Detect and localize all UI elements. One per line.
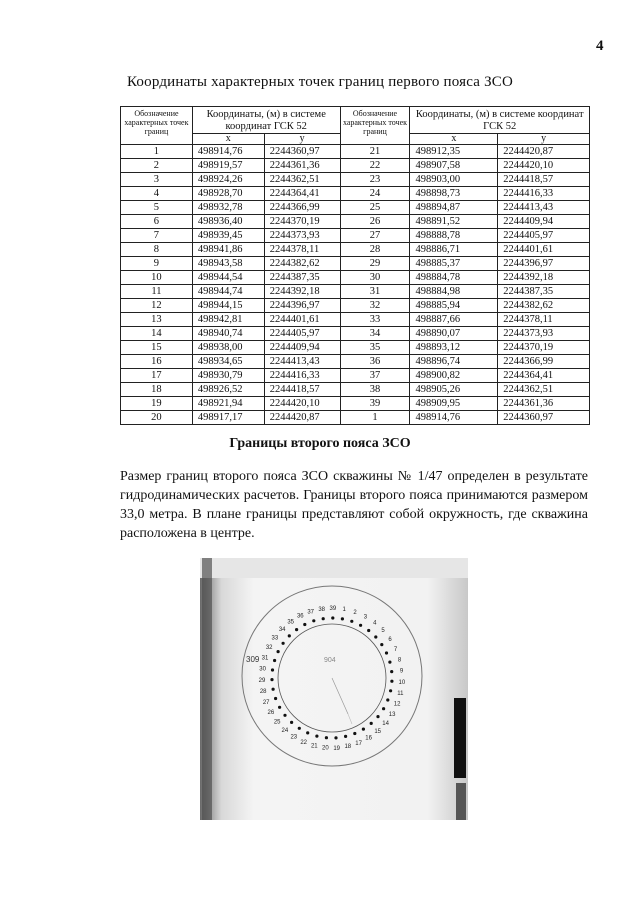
cell-y-right: 2244405,97 <box>498 229 590 243</box>
table-row <box>121 173 590 187</box>
table-row <box>121 285 590 299</box>
cell-point-left: 16 <box>121 355 193 369</box>
boundary-point-dot <box>271 668 274 671</box>
header-coords-left: Координаты, (м) в системе координат ГСК 52 <box>192 107 340 134</box>
boundary-point-dot <box>282 642 285 645</box>
cell-y-left: 2244360,97 <box>264 145 340 159</box>
cell-point-right: 26 <box>340 215 410 229</box>
cell-y-left: 2244364,41 <box>264 187 340 201</box>
cell-x-right: 498900,82 <box>410 369 498 383</box>
boundary-point-dot <box>362 728 365 731</box>
cell-x-left: 498941,86 <box>192 243 264 257</box>
boundary-point-label: 14 <box>382 721 389 727</box>
cell-x-right: 498890,07 <box>410 327 498 341</box>
cell-point-right: 34 <box>340 327 410 341</box>
cell-x-right: 498909,95 <box>410 397 498 411</box>
cell-point-left: 15 <box>121 341 193 355</box>
boundary-point-label: 34 <box>278 626 286 633</box>
cell-point-right: 21 <box>340 145 410 159</box>
boundary-point-label: 27 <box>262 699 270 706</box>
cell-point-right: 28 <box>340 243 410 257</box>
boundary-point-label: 5 <box>381 628 385 635</box>
boundary-point-label: 4 <box>373 620 377 627</box>
cell-x-right: 498891,52 <box>410 215 498 229</box>
boundary-point-dot <box>295 628 298 631</box>
boundary-point-dot <box>386 698 389 701</box>
header-point-left: Обозначение характерных точек границ <box>121 107 193 145</box>
side-label: 309 <box>246 655 260 664</box>
boundary-point-label: 12 <box>393 701 401 708</box>
cell-x-right: 498893,12 <box>410 341 498 355</box>
page-number: 4 <box>596 38 604 54</box>
cell-x-left: 498921,94 <box>192 397 264 411</box>
zone-circle-diagram <box>200 558 468 820</box>
table-row <box>121 229 590 243</box>
cell-x-right: 498888,78 <box>410 229 498 243</box>
cell-x-right: 498885,94 <box>410 299 498 313</box>
cell-x-right: 498886,71 <box>410 243 498 257</box>
boundary-point-dot <box>290 721 293 724</box>
cell-y-right: 2244416,33 <box>498 187 590 201</box>
cell-y-left: 2244420,87 <box>264 411 340 425</box>
table-row <box>121 243 590 257</box>
boundary-point-dot <box>359 624 362 627</box>
cell-x-left: 498936,40 <box>192 215 264 229</box>
cell-y-right: 2244401,61 <box>498 243 590 257</box>
cell-y-left: 2244370,19 <box>264 215 340 229</box>
table-row <box>121 159 590 173</box>
cell-y-right: 2244361,36 <box>498 397 590 411</box>
cell-x-left: 498942,81 <box>192 313 264 327</box>
cell-point-right: 33 <box>340 313 410 327</box>
photo-right-dark-mark <box>454 698 466 778</box>
cell-point-left: 7 <box>121 229 193 243</box>
cell-x-left: 498914,76 <box>192 145 264 159</box>
boundary-point-label: 8 <box>397 657 402 664</box>
cell-y-right: 2244409,94 <box>498 215 590 229</box>
cell-x-left: 498926,52 <box>192 383 264 397</box>
boundary-point-dot <box>367 629 370 632</box>
cell-y-right: 2244360,97 <box>498 411 590 425</box>
boundary-point-label: 11 <box>397 690 404 697</box>
boundary-point-label: 16 <box>365 735 372 742</box>
cell-point-right: 38 <box>340 383 410 397</box>
cell-point-left: 6 <box>121 215 193 229</box>
cell-point-right: 25 <box>340 201 410 215</box>
cell-point-right: 23 <box>340 173 410 187</box>
boundary-point-dot <box>390 680 393 683</box>
boundary-point-dot <box>374 635 377 638</box>
cell-point-left: 5 <box>121 201 193 215</box>
boundary-point-label: 36 <box>296 613 304 620</box>
boundary-point-dot <box>270 678 273 681</box>
cell-y-left: 2244396,97 <box>264 299 340 313</box>
boundary-point-dot <box>341 617 344 620</box>
boundary-point-dot <box>322 617 325 620</box>
header-y-right: у <box>498 134 590 145</box>
cell-y-right: 2244378,11 <box>498 313 590 327</box>
cell-x-left: 498928,70 <box>192 187 264 201</box>
cell-point-right: 31 <box>340 285 410 299</box>
cell-point-right: 37 <box>340 369 410 383</box>
boundary-point-label: 7 <box>393 646 398 653</box>
center-label: 904 <box>324 657 336 664</box>
header-x-left: х <box>192 134 264 145</box>
boundary-point-label: 17 <box>355 740 362 747</box>
coordinates-table <box>120 106 590 425</box>
header-x-right: х <box>410 134 498 145</box>
cell-point-left: 18 <box>121 383 193 397</box>
cell-x-left: 498919,57 <box>192 159 264 173</box>
boundary-point-label: 37 <box>307 609 315 616</box>
cell-y-left: 2244378,11 <box>264 243 340 257</box>
table-row <box>121 397 590 411</box>
cell-y-right: 2244382,62 <box>498 299 590 313</box>
cell-y-left: 2244405,97 <box>264 327 340 341</box>
table-title: Координаты характерных точек границ первого пояса ЗСО <box>126 74 514 90</box>
cell-x-left: 498917,17 <box>192 411 264 425</box>
cell-y-right: 2244373,93 <box>498 327 590 341</box>
cell-y-left: 2244401,61 <box>264 313 340 327</box>
boundary-point-label: 30 <box>259 666 266 673</box>
cell-point-right: 1 <box>340 411 410 425</box>
cell-y-right: 2244418,57 <box>498 173 590 187</box>
boundary-point-label: 15 <box>374 729 382 735</box>
cell-x-left: 498944,15 <box>192 299 264 313</box>
cell-x-right: 498898,73 <box>410 187 498 201</box>
table-row <box>121 145 590 159</box>
boundary-point-dot <box>273 659 276 662</box>
cell-point-left: 19 <box>121 397 193 411</box>
cell-point-left: 4 <box>121 187 193 201</box>
boundary-point-dot <box>390 670 393 673</box>
cell-x-right: 498912,35 <box>410 145 498 159</box>
header-point-right: Обозначение характерных точек границ <box>340 107 410 145</box>
boundary-point-label: 21 <box>310 743 318 750</box>
table-row <box>121 257 590 271</box>
cell-x-right: 498903,00 <box>410 173 498 187</box>
cell-y-left: 2244366,99 <box>264 201 340 215</box>
boundary-point-dot <box>385 651 388 654</box>
boundary-point-dot <box>278 706 281 709</box>
boundary-point-label: 32 <box>265 645 273 652</box>
boundary-point-label: 39 <box>329 606 337 612</box>
cell-y-left: 2244416,33 <box>264 369 340 383</box>
boundary-point-label: 31 <box>261 655 269 662</box>
cell-x-left: 498940,74 <box>192 327 264 341</box>
cell-y-left: 2244373,93 <box>264 229 340 243</box>
boundary-point-dot <box>376 715 379 718</box>
cell-x-left: 498934,65 <box>192 355 264 369</box>
boundary-point-label: 3 <box>363 614 368 621</box>
boundary-point-dot <box>389 689 392 692</box>
boundary-point-dot <box>325 736 328 739</box>
boundary-point-label: 23 <box>290 734 298 741</box>
boundary-point-label: 29 <box>258 677 266 684</box>
cell-point-right: 30 <box>340 271 410 285</box>
table-row <box>121 341 590 355</box>
boundary-point-dot <box>370 722 373 725</box>
body-paragraph: Размер границ второго пояса ЗСО скважины № 1/47 определен в результате гидродинамических расчетов. Границы второго пояса принимаются размером 33,0 метра. В плане границы представляют собой окружность, где скважина расположена в центре. <box>120 469 588 541</box>
cell-y-right: 2244387,35 <box>498 285 590 299</box>
cell-point-left: 2 <box>121 159 193 173</box>
cell-point-left: 11 <box>121 285 193 299</box>
cell-point-left: 1 <box>121 145 193 159</box>
cell-point-left: 20 <box>121 411 193 425</box>
cell-point-right: 22 <box>340 159 410 173</box>
cell-x-left: 498943,58 <box>192 257 264 271</box>
boundary-point-dot <box>353 732 356 735</box>
cell-y-right: 2244366,99 <box>498 355 590 369</box>
boundary-point-dot <box>382 707 385 710</box>
table-row <box>121 299 590 313</box>
table-row <box>121 383 590 397</box>
boundary-point-label: 6 <box>388 637 392 643</box>
cell-point-right: 36 <box>340 355 410 369</box>
header-y-left: у <box>264 134 340 145</box>
cell-point-right: 39 <box>340 397 410 411</box>
boundary-point-label: 9 <box>399 668 404 675</box>
boundary-point-label: 13 <box>388 711 396 718</box>
table-row <box>121 411 590 425</box>
cell-y-left: 2244392,18 <box>264 285 340 299</box>
cell-point-left: 9 <box>121 257 193 271</box>
boundary-point-label: 38 <box>318 606 326 613</box>
cell-y-left: 2244387,35 <box>264 271 340 285</box>
boundary-point-label: 35 <box>287 619 295 626</box>
cell-y-left: 2244362,51 <box>264 173 340 187</box>
boundary-point-label: 25 <box>273 719 281 726</box>
boundary-point-dot <box>350 620 353 623</box>
boundary-point-dot <box>344 735 347 738</box>
photo-top-band <box>200 558 468 578</box>
cell-x-right: 498894,87 <box>410 201 498 215</box>
cell-y-left: 2244361,36 <box>264 159 340 173</box>
boundary-point-label: 26 <box>267 710 275 717</box>
boundary-point-dot <box>277 650 280 653</box>
cell-y-right: 2244420,10 <box>498 159 590 173</box>
boundary-point-dot <box>272 688 275 691</box>
photo-background <box>200 558 468 820</box>
cell-y-left: 2244382,62 <box>264 257 340 271</box>
cell-point-right: 32 <box>340 299 410 313</box>
cell-point-left: 3 <box>121 173 193 187</box>
cell-y-right: 2244364,41 <box>498 369 590 383</box>
cell-x-left: 498930,79 <box>192 369 264 383</box>
cell-x-left: 498938,00 <box>192 341 264 355</box>
boundary-point-dot <box>312 619 315 622</box>
cell-y-right: 2244413,43 <box>498 201 590 215</box>
table-row <box>121 215 590 229</box>
cell-x-left: 498932,78 <box>192 201 264 215</box>
boundary-point-dot <box>288 634 291 637</box>
boundary-point-dot <box>298 727 301 730</box>
cell-point-right: 29 <box>340 257 410 271</box>
boundary-point-dot <box>331 616 334 619</box>
boundary-point-label: 22 <box>300 740 308 746</box>
table-row <box>121 369 590 383</box>
cell-x-right: 498896,74 <box>410 355 498 369</box>
cell-y-left: 2244420,10 <box>264 397 340 411</box>
cell-x-right: 498885,37 <box>410 257 498 271</box>
cell-x-right: 498884,78 <box>410 271 498 285</box>
cell-y-left: 2244409,94 <box>264 341 340 355</box>
boundary-point-label: 10 <box>398 679 406 686</box>
photo-right-shade <box>456 783 466 820</box>
cell-point-right: 24 <box>340 187 410 201</box>
cell-x-left: 498924,26 <box>192 173 264 187</box>
cell-y-left: 2244418,57 <box>264 383 340 397</box>
header-coords-right: Координаты, (м) в системе координат ГСК 52 <box>410 107 590 134</box>
boundary-point-dot <box>388 661 391 664</box>
boundary-point-label: 24 <box>281 727 289 734</box>
cell-point-left: 17 <box>121 369 193 383</box>
table-row <box>121 327 590 341</box>
cell-y-right: 2244392,18 <box>498 271 590 285</box>
boundary-point-label: 2 <box>353 609 357 616</box>
boundary-point-dot <box>334 736 337 739</box>
cell-y-right: 2244396,97 <box>498 257 590 271</box>
boundary-point-label: 33 <box>271 635 279 642</box>
cell-x-right: 498907,58 <box>410 159 498 173</box>
boundary-point-dot <box>306 731 309 734</box>
cell-point-left: 14 <box>121 327 193 341</box>
boundary-point-label: 20 <box>322 745 329 752</box>
cell-y-left: 2244413,43 <box>264 355 340 369</box>
boundary-point-dot <box>283 714 286 717</box>
cell-x-left: 498944,74 <box>192 285 264 299</box>
cell-x-right: 498887,66 <box>410 313 498 327</box>
cell-x-right: 498905,26 <box>410 383 498 397</box>
cell-y-right: 2244362,51 <box>498 383 590 397</box>
boundary-point-label: 1 <box>342 607 346 614</box>
cell-x-left: 498939,45 <box>192 229 264 243</box>
boundary-point-dot <box>303 623 306 626</box>
cell-point-right: 27 <box>340 229 410 243</box>
cell-point-left: 13 <box>121 313 193 327</box>
boundary-point-label: 28 <box>259 689 267 696</box>
table-row <box>121 201 590 215</box>
cell-y-right: 2244420,87 <box>498 145 590 159</box>
cell-point-left: 12 <box>121 299 193 313</box>
zone-map-photo <box>200 558 468 820</box>
table-row <box>121 271 590 285</box>
boundary-point-dot <box>380 643 383 646</box>
cell-point-right: 35 <box>340 341 410 355</box>
table-row <box>121 355 590 369</box>
section-heading: Границы второго пояса ЗСО <box>229 436 411 451</box>
cell-x-right: 498884,98 <box>410 285 498 299</box>
table-row <box>121 187 590 201</box>
cell-x-right: 498914,76 <box>410 411 498 425</box>
cell-point-left: 8 <box>121 243 193 257</box>
photo-left-shadow <box>202 558 212 820</box>
cell-point-left: 10 <box>121 271 193 285</box>
boundary-point-dot <box>315 735 318 738</box>
cell-x-left: 498944,54 <box>192 271 264 285</box>
cell-y-right: 2244370,19 <box>498 341 590 355</box>
boundary-point-dot <box>274 697 277 700</box>
table-row <box>121 313 590 327</box>
boundary-point-label: 19 <box>333 745 341 752</box>
boundary-point-label: 18 <box>344 744 352 751</box>
